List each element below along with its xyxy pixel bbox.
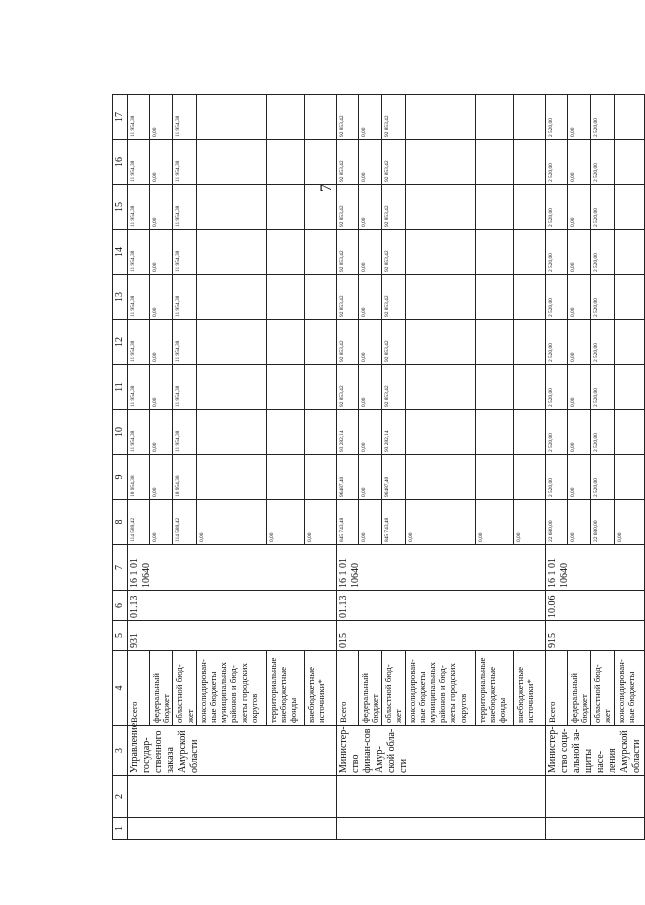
cell-col-1 [545, 818, 644, 840]
amount-cell: 0,00 [567, 230, 590, 275]
header-cell-2: 2 [113, 776, 128, 818]
amount-cell: 0,00 [567, 410, 590, 455]
header-cell-15: 15 [113, 185, 128, 230]
amount-cell [405, 95, 475, 140]
amount-cell: 0,00 [567, 500, 590, 545]
amount-cell: 845 743,48 [382, 500, 405, 545]
amount-cell [196, 140, 266, 185]
amount-cell: 0,00 [358, 455, 381, 500]
amount-cell [196, 410, 266, 455]
header-cell-11: 11 [113, 365, 128, 410]
amount-cell [513, 455, 545, 500]
amount-cell: 92 853,42 [336, 230, 358, 275]
amount-cell: 11 954,38 [128, 230, 150, 275]
amount-cell [196, 365, 266, 410]
header-cell-6: 6 [113, 591, 128, 621]
amount-cell [266, 230, 304, 275]
amount-cell [304, 320, 336, 365]
amount-cell: 0,00 [567, 95, 590, 140]
amount-cell: 2 520,00 [545, 365, 567, 410]
amount-cell [304, 230, 336, 275]
amount-cell: 845 743,48 [336, 500, 358, 545]
amount-cell: 11 954,38 [128, 140, 150, 185]
amount-cell [304, 455, 336, 500]
cell-col-1 [336, 818, 545, 840]
amount-cell: 11 954,38 [128, 320, 150, 365]
amount-cell: 2 520,00 [545, 95, 567, 140]
amount-cell: 0,00 [358, 230, 381, 275]
amount-cell: 0,00 [358, 365, 381, 410]
amount-cell: 11 954,38 [173, 410, 196, 455]
funding-source: внебюджетные источники* [304, 651, 336, 726]
rotated-table-container [112, 95, 642, 840]
amount-cell: 0,00 [513, 500, 545, 545]
funding-source: федеральный бюджет [567, 651, 590, 726]
header-cell-13: 13 [113, 275, 128, 320]
amount-cell [266, 95, 304, 140]
amount-cell: 92 853,42 [336, 95, 358, 140]
amount-cell [513, 320, 545, 365]
section-code: 01.13 [336, 591, 545, 621]
amount-cell [475, 230, 513, 275]
agency-name: Управление государ-ственного заказа Амурской области [128, 726, 337, 776]
amount-cell: 11 954,38 [173, 320, 196, 365]
section-code: 10.06 [545, 591, 644, 621]
funding-source: внебюджетные источники* [513, 651, 545, 726]
amount-cell [614, 275, 644, 320]
funding-source: федеральный бюджет [150, 651, 173, 726]
amount-cell [475, 185, 513, 230]
amount-cell [475, 95, 513, 140]
amount-cell: 11 954,38 [128, 275, 150, 320]
cell-col-2 [545, 776, 644, 818]
header-cell-16: 16 [113, 140, 128, 185]
amount-cell: 11 954,38 [128, 185, 150, 230]
amount-cell [513, 365, 545, 410]
amount-cell: 0,00 [567, 275, 590, 320]
amount-cell: 92 853,42 [336, 275, 358, 320]
amount-cell [513, 410, 545, 455]
amount-cell [475, 410, 513, 455]
amount-cell [475, 320, 513, 365]
amount-cell [405, 365, 475, 410]
amount-cell: 2 520,00 [591, 320, 614, 365]
amount-cell [614, 365, 644, 410]
amount-cell: 0,00 [150, 275, 173, 320]
amount-cell: 0,00 [358, 320, 381, 365]
table-row [128, 95, 150, 840]
amount-cell: 0,00 [150, 410, 173, 455]
amount-cell [475, 455, 513, 500]
table-row [336, 95, 358, 840]
amount-cell: 2 520,00 [591, 230, 614, 275]
page-number: 7 [318, 184, 335, 192]
amount-cell: 96487,40 [382, 455, 405, 500]
amount-cell: 2 520,00 [545, 230, 567, 275]
amount-cell [614, 320, 644, 365]
amount-cell: 11 954,38 [173, 95, 196, 140]
amount-cell [304, 185, 336, 230]
amount-cell: 0,00 [358, 410, 381, 455]
amount-cell: 0,00 [150, 365, 173, 410]
header-cell-7: 7 [113, 545, 128, 591]
amount-cell [475, 140, 513, 185]
amount-cell [304, 140, 336, 185]
amount-cell [475, 365, 513, 410]
amount-cell [304, 95, 336, 140]
amount-cell [196, 95, 266, 140]
amount-cell: 92 853,42 [382, 275, 405, 320]
amount-cell [405, 410, 475, 455]
amount-cell: 0,00 [150, 455, 173, 500]
amount-cell [614, 410, 644, 455]
funding-source: областной бюд-жет [591, 651, 614, 726]
amount-cell: 0,00 [150, 185, 173, 230]
amount-cell: 0,00 [358, 500, 381, 545]
amount-cell: 0,00 [304, 500, 336, 545]
amount-cell [614, 455, 644, 500]
amount-cell: 92 853,42 [336, 365, 358, 410]
amount-cell [614, 95, 644, 140]
amount-cell: 22 680,00 [545, 500, 567, 545]
grbs-code: 931 [128, 621, 337, 651]
header-cell-17: 17 [113, 95, 128, 140]
amount-cell: 11 954,38 [128, 95, 150, 140]
amount-cell: 92 853,42 [336, 185, 358, 230]
amount-cell: 2 520,00 [545, 455, 567, 500]
amount-cell: 2 520,00 [591, 410, 614, 455]
amount-cell: 11 954,38 [173, 185, 196, 230]
header-cell-14: 14 [113, 230, 128, 275]
amount-cell: 0,00 [567, 365, 590, 410]
amount-cell: 92 853,42 [382, 320, 405, 365]
amount-cell: 2 520,00 [545, 185, 567, 230]
funding-source: консолидирован-ные бюджеты [614, 651, 644, 726]
amount-cell [614, 185, 644, 230]
amount-cell [266, 140, 304, 185]
funding-source: консолидирован-ные бюджеты муниципальных районов и бюд-жеты городских округов [196, 651, 266, 726]
table-body [113, 95, 645, 840]
amount-cell [266, 455, 304, 500]
amount-cell: 92 853,42 [336, 140, 358, 185]
amount-cell [405, 320, 475, 365]
funding-source: областной бюд-жет [173, 651, 196, 726]
amount-cell: 2 520,00 [591, 185, 614, 230]
amount-cell: 11 954,38 [173, 230, 196, 275]
amount-cell: 2 520,00 [591, 365, 614, 410]
amount-cell: 0,00 [150, 320, 173, 365]
amount-cell [614, 230, 644, 275]
funding-source: Всего [545, 651, 567, 726]
amount-cell: 0,00 [567, 140, 590, 185]
amount-cell [304, 275, 336, 320]
amount-cell [405, 230, 475, 275]
funding-source: территориальные внебюджетные фонды [266, 651, 304, 726]
amount-cell: 0,00 [614, 500, 644, 545]
funding-source: территориальные внебюджетные фонды [475, 651, 513, 726]
budget-table [112, 94, 645, 840]
amount-cell: 0,00 [567, 185, 590, 230]
target-article-code: 16 1 01 10640 [128, 545, 337, 591]
amount-cell: 0,00 [358, 95, 381, 140]
amount-cell [196, 185, 266, 230]
amount-cell [475, 275, 513, 320]
amount-cell: 0,00 [358, 275, 381, 320]
amount-cell [196, 275, 266, 320]
agency-name: Министер-ство финан-сов Амур-ской обла-сти [336, 726, 545, 776]
section-code: 01.13 [128, 591, 337, 621]
amount-cell [196, 230, 266, 275]
amount-cell: 0,00 [405, 500, 475, 545]
header-cell-12: 12 [113, 320, 128, 365]
header-cell-5: 5 [113, 621, 128, 651]
amount-cell: 2 520,00 [545, 140, 567, 185]
amount-cell: 2 520,00 [545, 275, 567, 320]
header-cell-1: 1 [113, 818, 128, 840]
amount-cell [266, 320, 304, 365]
header-cell-8: 8 [113, 500, 128, 545]
amount-cell [196, 320, 266, 365]
funding-source: Всего [128, 651, 150, 726]
amount-cell [266, 410, 304, 455]
funding-source: федеральный бюджет [358, 651, 381, 726]
amount-cell: 11 954,38 [128, 410, 150, 455]
amount-cell: 92 853,42 [382, 95, 405, 140]
amount-cell: 2 520,00 [591, 455, 614, 500]
amount-cell: 0,00 [150, 230, 173, 275]
amount-cell: 114 589,42 [173, 500, 196, 545]
cell-col-2 [128, 776, 337, 818]
amount-cell [266, 275, 304, 320]
amount-cell [304, 410, 336, 455]
amount-cell: 11 954,38 [128, 365, 150, 410]
funding-source: Всего [336, 651, 358, 726]
amount-cell: 2 520,00 [545, 320, 567, 365]
amount-cell [196, 455, 266, 500]
amount-cell: 93 282,14 [382, 410, 405, 455]
amount-cell: 92 853,42 [382, 140, 405, 185]
cell-col-2 [336, 776, 545, 818]
amount-cell [614, 140, 644, 185]
agency-name: Министер-ство соци-альной за-щиты насе-ления Амурской области [545, 726, 644, 776]
amount-cell [405, 275, 475, 320]
amount-cell: 0,00 [150, 95, 173, 140]
target-article-code: 16 1 01 10640 [336, 545, 545, 591]
amount-cell: 2 520,00 [591, 275, 614, 320]
amount-cell: 0,00 [358, 185, 381, 230]
amount-cell: 0,00 [358, 140, 381, 185]
amount-cell: 92 853,42 [336, 320, 358, 365]
funding-source: областной бюд-жет [382, 651, 405, 726]
amount-cell [513, 185, 545, 230]
target-article-code: 16 1 01 10640 [545, 545, 644, 591]
amount-cell [513, 140, 545, 185]
amount-cell [513, 275, 545, 320]
header-cell-4: 4 [113, 651, 128, 726]
funding-source: консолидирован-ные бюджеты муниципальных районов и бюд-жеты городских округов [405, 651, 475, 726]
amount-cell: 11 954,38 [173, 275, 196, 320]
amount-cell: 0,00 [196, 500, 266, 545]
header-cell-3: 3 [113, 726, 128, 776]
amount-cell: 2 520,00 [591, 95, 614, 140]
amount-cell: 114 589,42 [128, 500, 150, 545]
amount-cell [266, 365, 304, 410]
header-row [113, 95, 128, 840]
cell-col-1 [128, 818, 337, 840]
amount-cell [405, 140, 475, 185]
amount-cell: 0,00 [266, 500, 304, 545]
amount-cell [304, 365, 336, 410]
amount-cell [405, 455, 475, 500]
amount-cell: 92 853,42 [382, 185, 405, 230]
amount-cell: 18 954,38 [173, 455, 196, 500]
amount-cell: 22 680,00 [591, 500, 614, 545]
amount-cell: 92 853,42 [382, 365, 405, 410]
amount-cell: 0,00 [150, 140, 173, 185]
amount-cell: 18 954,38 [128, 455, 150, 500]
amount-cell: 0,00 [475, 500, 513, 545]
amount-cell: 0,00 [567, 320, 590, 365]
amount-cell: 92 853,42 [382, 230, 405, 275]
amount-cell: 11 954,38 [173, 140, 196, 185]
table-row [545, 95, 567, 840]
amount-cell [266, 185, 304, 230]
header-cell-10: 10 [113, 410, 128, 455]
amount-cell: 0,00 [150, 500, 173, 545]
amount-cell: 0,00 [567, 455, 590, 500]
header-cell-9: 9 [113, 455, 128, 500]
amount-cell [405, 185, 475, 230]
amount-cell: 11 954,38 [173, 365, 196, 410]
grbs-code: 915 [545, 621, 644, 651]
grbs-code: 015 [336, 621, 545, 651]
amount-cell: 2 520,00 [591, 140, 614, 185]
amount-cell [513, 230, 545, 275]
amount-cell: 93 282,14 [336, 410, 358, 455]
amount-cell [513, 95, 545, 140]
amount-cell: 2 520,00 [545, 410, 567, 455]
amount-cell: 96487,40 [336, 455, 358, 500]
